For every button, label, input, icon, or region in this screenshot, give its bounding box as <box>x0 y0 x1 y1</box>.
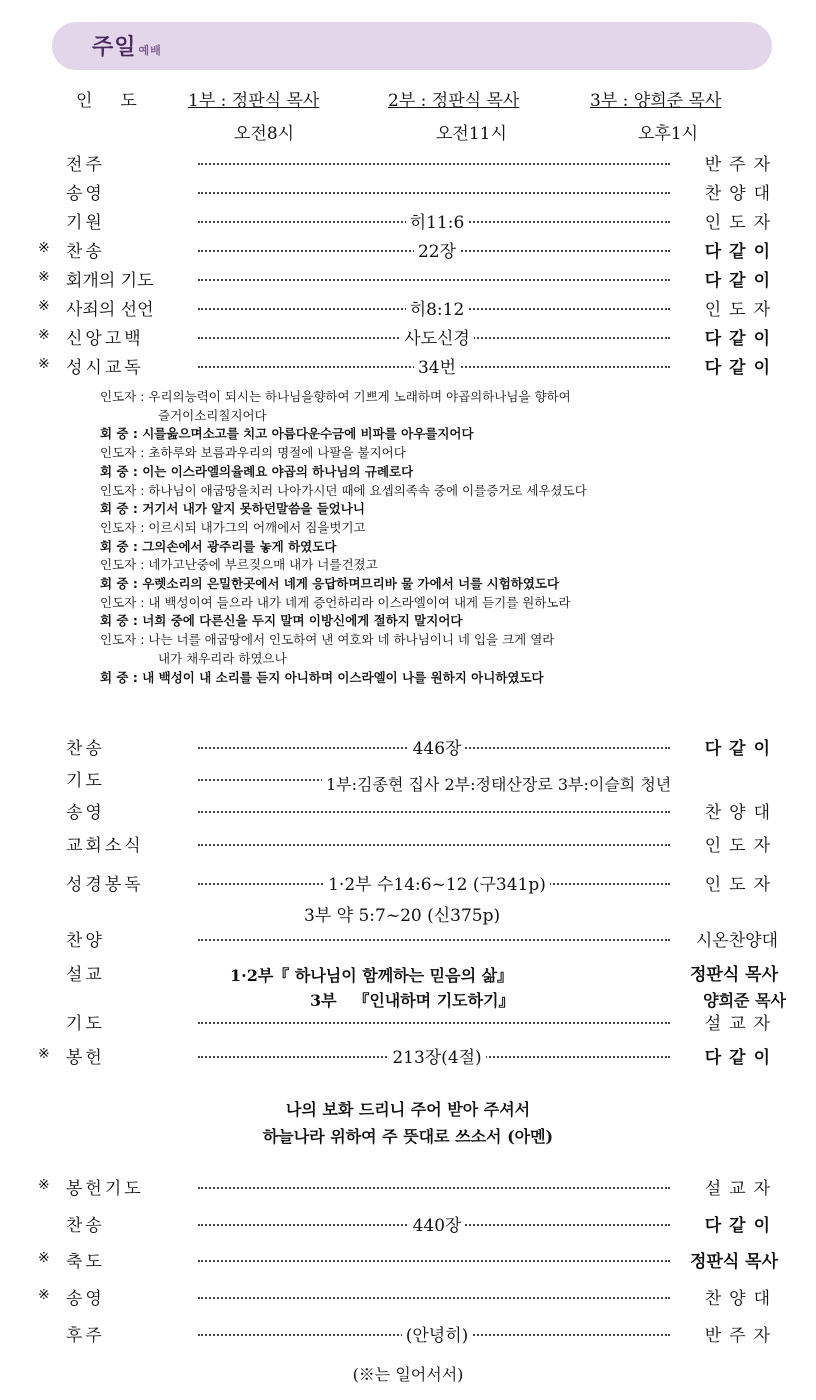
order-person: 찬양대 <box>704 1289 778 1309</box>
header-title: 주일 예배 <box>92 35 162 60</box>
order-label: 성시교독 <box>66 358 144 378</box>
reading-line: 인도자 : 네가고난중에 부르짖으매 내가 너를건졌고 <box>100 557 378 573</box>
order-detail: 34번 <box>198 353 676 378</box>
order-row <box>38 1009 788 1039</box>
sermon-title-2: 3부 『인내하며 기도하기』 <box>310 991 515 1010</box>
reading-line: 인도자 : 하나님이 애굽땅을치러 나아가시던 때에 요셉의족속 중에 이를증거로 세우셨도다 <box>100 482 587 498</box>
stand-mark: ※ <box>38 1046 50 1062</box>
stand-mark: ※ <box>38 269 50 285</box>
order-row <box>38 1247 788 1277</box>
order-person: 다같이 <box>704 1216 778 1236</box>
time-2: 오전11시 <box>436 124 507 144</box>
order-detail: 히11:6 <box>198 208 676 233</box>
order-row <box>38 1211 788 1241</box>
reading-line: 회 중 : 이는 이스라엘의율례요 야곱의 하나님의 규례로다 <box>100 463 414 479</box>
order-label: 사죄의 선언 <box>66 300 154 320</box>
order-label: 전주 <box>66 155 105 175</box>
leader-part-3: 3부 : 양희준 목사 <box>590 91 722 111</box>
order-label: 기원 <box>66 213 105 233</box>
order-row <box>38 1043 788 1073</box>
order-person: 인도자 <box>704 300 778 320</box>
reading-line: 회 중 : 시를읊으며소고를 치고 아름다운수금에 비파를 아우를지어다 <box>100 426 474 442</box>
order-label: 찬송 <box>66 242 105 262</box>
order-detail: 440장 <box>198 1211 676 1236</box>
order-row <box>38 208 788 238</box>
dot-leader <box>198 811 670 813</box>
order-row <box>38 1284 788 1314</box>
reading-line-cont: 즐거이소리칠지어다 <box>158 407 267 423</box>
order-person: 인도자 <box>704 836 778 856</box>
order-row <box>38 1174 788 1204</box>
order-person: 반주자 <box>704 1326 778 1346</box>
order-label: 송영 <box>66 1289 105 1309</box>
offering-line-1: 나의 보화 드리니 주어 받아 주셔서 <box>285 1100 531 1119</box>
order-label: 송영 <box>66 184 105 204</box>
sermon-title-1: 1·2부『 하나님이 함께하는 믿음의 삶』 <box>226 963 517 986</box>
order-person: 다같이 <box>704 358 778 378</box>
order-row <box>38 237 788 267</box>
order-row <box>38 926 788 956</box>
order-person: 다같이 <box>704 1048 778 1068</box>
order-row <box>38 1321 788 1351</box>
order-detail: (안녕히) <box>198 1321 676 1346</box>
order-person: 정판식 목사 <box>689 1252 778 1272</box>
order-row <box>38 266 788 296</box>
reading-line: 인도자 : 나는 너를 애굽땅에서 인도하여 낸 여호와 네 하나님이니 네 입을 크게 열라 <box>100 632 555 648</box>
responsive-reading <box>100 388 780 687</box>
order-label: 후주 <box>66 1326 105 1346</box>
order-label: 봉헌기도 <box>66 1179 144 1199</box>
reading-line: 회 중 : 우렛소리의 은밀한곳에서 네게 응답하며므리바 물 가에서 너를 시험하였도다 <box>100 576 560 592</box>
order-person: 다같이 <box>704 271 778 291</box>
order-person: 시온찬양대 <box>695 931 778 951</box>
order-person: 인도자 <box>704 213 778 233</box>
order-label: 찬송 <box>66 739 105 759</box>
sermon-preacher-2: 양희준 목사 <box>703 991 786 1010</box>
leader-part-1: 1부 : 정판식 목사 <box>188 91 320 111</box>
order-row <box>38 324 788 354</box>
dot-leader <box>198 1297 670 1299</box>
dot-leader <box>198 192 670 194</box>
order-row <box>38 734 788 764</box>
dot-leader <box>198 279 670 281</box>
stand-mark: ※ <box>38 298 50 314</box>
order-detail: 1·2부 수14:6~12 (구341p) <box>198 870 676 895</box>
order-detail: 446장 <box>198 734 676 759</box>
reading-line: 회 중 : 거기서 내가 알지 못하던말씀을 들었나니 <box>100 501 365 517</box>
order-label: 축도 <box>66 1252 105 1272</box>
order-row <box>38 870 788 900</box>
reading-line: 인도자 : 이르시되 내가그의 어깨에서 짐을벗기고 <box>100 519 366 535</box>
reading-line: 인도자 : 우리의능력이 되시는 하나님을향하여 기쁘게 노래하며 야곱의하나님을 향하여 <box>100 389 571 404</box>
dot-leader <box>198 1187 670 1189</box>
order-person: 찬양대 <box>704 184 778 204</box>
reading-line: 회 중 : 너희 중에 다른신을 두지 말며 이방신에게 절하지 말지어다 <box>100 613 463 629</box>
order-person: 다같이 <box>704 242 778 262</box>
order-row <box>38 798 788 828</box>
reading-line: 인도자 : 내 백성이여 들으라 내가 네게 증언하리라 이스라엘이여 내게 듣기를 원하노라 <box>100 594 571 610</box>
stand-mark: ※ <box>38 1250 50 1266</box>
footnote: (※는 일어서서) <box>352 1365 464 1384</box>
order-label: 송영 <box>66 803 105 823</box>
order-detail: 22장 <box>198 237 676 262</box>
order-label: 신앙고백 <box>66 329 144 349</box>
order-row <box>38 179 788 209</box>
order-label: 찬양 <box>66 931 105 951</box>
order-label: 기도 <box>66 1014 105 1034</box>
prayer-parts: 1부:김종현 집사 2부:정태산장로 3부:이슬희 청년 <box>322 772 675 795</box>
dot-leader <box>198 939 670 941</box>
order-row <box>38 353 788 383</box>
order-row <box>38 150 788 180</box>
order-person: 정판식 목사 <box>689 965 778 985</box>
order-label: 성경봉독 <box>66 875 144 895</box>
order-person: 다같이 <box>704 739 778 759</box>
time-1: 오전8시 <box>234 124 295 144</box>
leader-label: 인도 <box>76 91 165 111</box>
order-detail: 213장(4절) <box>198 1043 676 1068</box>
order-person: 반주자 <box>704 155 778 175</box>
order-detail: 사도신경 <box>198 324 676 349</box>
leader-part-2: 2부 : 정판식 목사 <box>388 91 520 111</box>
time-3: 오후1시 <box>638 124 699 144</box>
leader-row <box>62 86 802 114</box>
order-label: 찬송 <box>66 1216 105 1236</box>
stand-mark: ※ <box>38 1287 50 1303</box>
stand-mark: ※ <box>38 327 50 343</box>
order-person: 찬양대 <box>704 803 778 823</box>
reading-line: 회 중 : 내 백성이 내 소리를 듣지 아니하며 이스라엘이 나를 원하지 아니하였도다 <box>100 669 544 685</box>
stand-mark: ※ <box>38 356 50 372</box>
order-person: 설교자 <box>704 1179 778 1199</box>
reading-line-cont: 내가 채우리라 하였으나 <box>158 650 287 666</box>
dot-leader <box>198 1260 670 1262</box>
reading-part-3: 3부 약 5:7~20 (신375p) <box>304 906 501 926</box>
order-label: 교회소식 <box>66 836 144 856</box>
order-person: 인도자 <box>704 875 778 895</box>
order-label: 기도 <box>66 771 105 791</box>
stand-mark: ※ <box>38 240 50 256</box>
order-label: 회개의 기도 <box>66 271 154 291</box>
order-row <box>38 295 788 325</box>
reading-line: 인도자 : 초하루와 보름과우리의 명절에 나팔을 불지어다 <box>100 445 406 461</box>
dot-leader <box>198 163 670 165</box>
offering-line-2: 하늘나라 위하여 주 뜻대로 쓰소서 (아멘) <box>262 1127 554 1146</box>
order-label: 설교 <box>66 965 105 985</box>
dot-leader <box>198 844 670 846</box>
order-detail: 히8:12 <box>198 295 676 320</box>
reading-line: 회 중 : 그의손에서 광주리를 놓게 하였도다 <box>100 538 337 554</box>
stand-mark: ※ <box>38 1177 50 1193</box>
order-person: 다같이 <box>704 329 778 349</box>
order-row <box>38 831 788 861</box>
order-label: 봉헌 <box>66 1048 105 1068</box>
dot-leader <box>198 1022 670 1024</box>
order-person: 설교자 <box>704 1014 778 1034</box>
